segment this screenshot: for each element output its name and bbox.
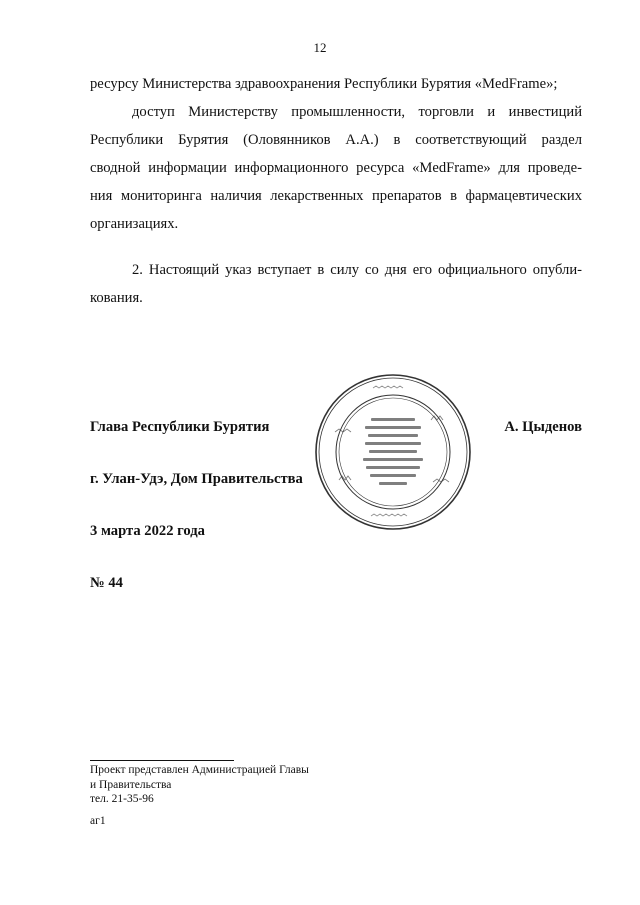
text-line: доступ Министерству промышленности, торговли и инвестиций bbox=[132, 104, 582, 120]
official-seal bbox=[313, 372, 473, 532]
document-code: аг1 bbox=[90, 815, 106, 827]
signatory-name: А. Цыденов bbox=[504, 419, 582, 435]
signatory-title: Глава Республики Бурятия bbox=[90, 419, 270, 435]
footnote bbox=[90, 763, 309, 807]
text-line: организациях. bbox=[90, 216, 179, 232]
footnote-line: Проект представлен Администрацией Главы bbox=[90, 764, 309, 776]
footnote-line: и Правительства bbox=[90, 778, 172, 791]
text-line: сводной информации информационного ресурса «MedFrame» для проведе- bbox=[90, 160, 582, 176]
text-line: Республики Бурятия (Оловянников А.А.) в соответствующий раздел bbox=[90, 132, 582, 148]
decree-number: № 44 bbox=[90, 575, 123, 591]
page-number: 12 bbox=[313, 40, 327, 55]
footnote-divider bbox=[90, 760, 234, 761]
signing-place: г. Улан-Удэ, Дом Правительства bbox=[90, 471, 303, 487]
text-line: ния мониторинга наличия лекарственных препаратов в фармацевтических bbox=[90, 188, 582, 204]
signing-date: 3 марта 2022 года bbox=[90, 523, 205, 539]
text-line: 2. Настоящий указ вступает в силу со дня его официального опубли- bbox=[132, 262, 582, 278]
paragraph-effective-date bbox=[90, 256, 582, 312]
paragraph-access bbox=[90, 70, 582, 238]
footnote-line: тел. 21-35-96 bbox=[90, 793, 154, 805]
text-line: кования. bbox=[90, 290, 143, 306]
text-line: ресурсу Министерства здравоохранения Республики Бурятия «MedFrame»; bbox=[90, 76, 558, 92]
